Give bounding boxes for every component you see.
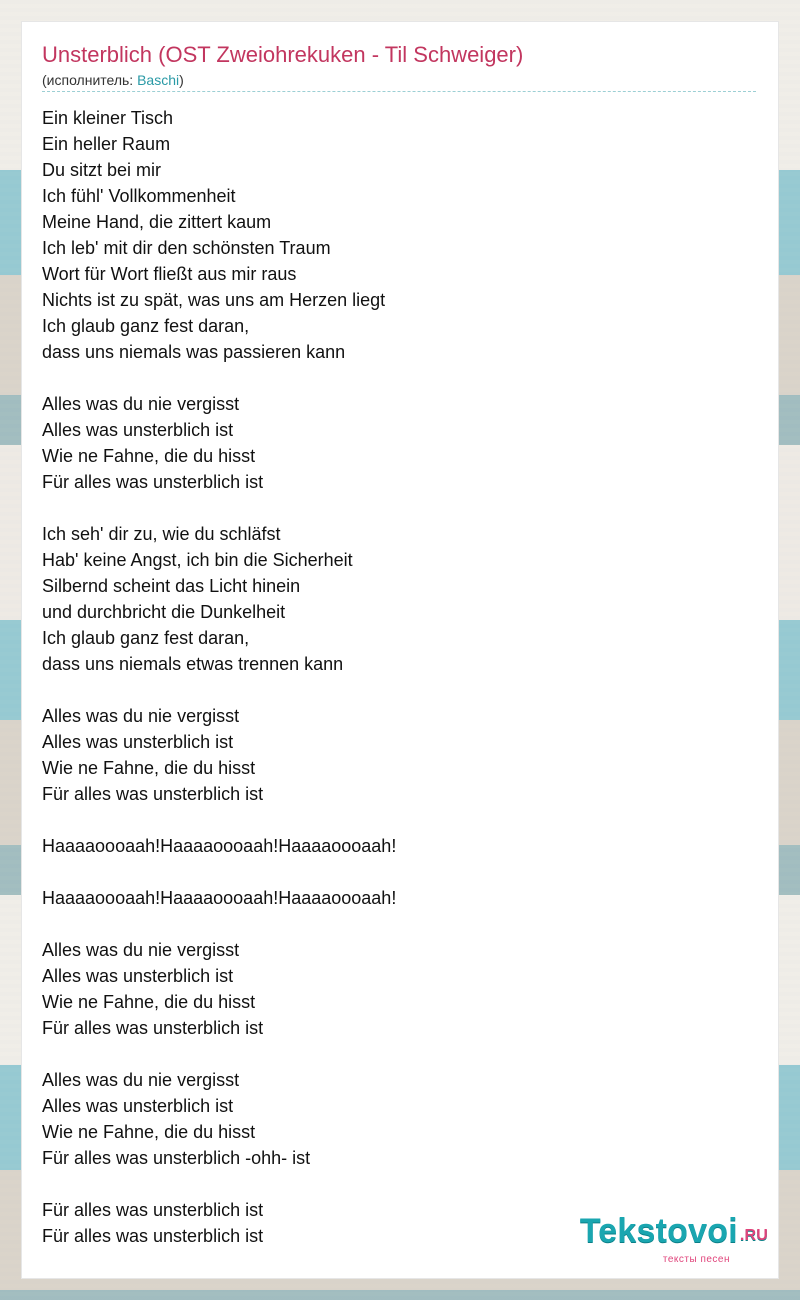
- stanza-break: [42, 365, 756, 391]
- lyric-line: Alles was du nie vergisst: [42, 940, 240, 960]
- logo-text: Tekstovoi: [579, 1212, 738, 1250]
- performer-line: [42, 71, 758, 89]
- lyric-line: Alles was du nie vergisst: [42, 1070, 240, 1090]
- lyric-line: Silbernd scheint das Licht hinein: [42, 576, 301, 596]
- lyric-line: Für alles was unsterblich ist: [42, 1226, 264, 1246]
- performer-link[interactable]: Baschi: [137, 72, 180, 88]
- lyric-line: Alles was unsterblich ist: [42, 420, 234, 440]
- logo-tagline: тексты песен: [662, 1254, 730, 1265]
- lyric-line: dass uns niemals was passieren kann: [42, 342, 346, 362]
- lyric-line: Ich fühl' Vollkommenheit: [42, 186, 236, 206]
- lyrics-card: [22, 22, 778, 1278]
- stanza-break: [42, 911, 756, 937]
- lyric-line: Alles was unsterblich ist: [42, 732, 234, 752]
- performer-suffix: ): [179, 72, 184, 88]
- stanza-break: [42, 677, 756, 703]
- performer-prefix: (исполнитель:: [42, 72, 138, 88]
- lyric-line: Ein heller Raum: [42, 134, 171, 154]
- lyric-line: Wie ne Fahne, die du hisst: [42, 446, 256, 466]
- stanza-break: [42, 1041, 756, 1067]
- header-divider: [42, 91, 756, 92]
- lyric-line: Ich leb' mit dir den schönsten Traum: [42, 238, 331, 258]
- lyrics-body: [42, 105, 756, 1249]
- lyric-line: Wort für Wort fließt aus mir raus: [42, 264, 297, 284]
- stanza-break: [42, 859, 756, 885]
- stanza-break: [42, 807, 756, 833]
- lyric-line: Meine Hand, die zittert kaum: [42, 212, 272, 232]
- lyric-line: Alles was unsterblich ist: [42, 1096, 234, 1116]
- lyric-line: Wie ne Fahne, die du hisst: [42, 1122, 256, 1142]
- lyric-line: Du sitzt bei mir: [42, 160, 162, 180]
- lyric-line: Ich glaub ganz fest daran,: [42, 316, 250, 336]
- lyric-line: dass uns niemals etwas trennen kann: [42, 654, 344, 674]
- lyric-line: Alles was unsterblich ist: [42, 966, 234, 986]
- lyric-line: Ein kleiner Tisch: [42, 108, 174, 128]
- lyric-line: Nichts ist zu spät, was uns am Herzen liegt: [42, 290, 386, 310]
- stanza-break: [42, 495, 756, 521]
- lyric-line: Wie ne Fahne, die du hisst: [42, 758, 256, 778]
- lyric-line: Ich glaub ganz fest daran,: [42, 628, 250, 648]
- lyric-line: Haaaaoooaah!Haaaaoooaah!Haaaaoooaah!: [42, 888, 397, 908]
- stanza-break: [42, 1171, 756, 1197]
- song-title: Unsterblich (OST Zweiohrekuken - Til Schweiger): [42, 42, 524, 67]
- lyric-line: Haaaaoooaah!Haaaaoooaah!Haaaaoooaah!: [42, 836, 397, 856]
- lyric-line: Wie ne Fahne, die du hisst: [42, 992, 256, 1012]
- lyric-line: Alles was du nie vergisst: [42, 394, 240, 414]
- lyric-line: Für alles was unsterblich ist: [42, 1018, 264, 1038]
- logo-tld: .RU: [739, 1227, 768, 1244]
- lyric-line: Für alles was unsterblich ist: [42, 472, 264, 492]
- lyric-line: und durchbricht die Dunkelheit: [42, 602, 286, 622]
- site-logo[interactable]: [580, 1214, 768, 1266]
- lyric-line: Ich seh' dir zu, wie du schläfst: [42, 524, 281, 544]
- lyric-line: Hab' keine Angst, ich bin die Sicherheit: [42, 550, 353, 570]
- header: [42, 40, 758, 92]
- lyric-line: Alles was du nie vergisst: [42, 706, 240, 726]
- lyric-line: Für alles was unsterblich ist: [42, 784, 264, 804]
- lyric-line: Für alles was unsterblich ist: [42, 1200, 264, 1220]
- lyric-line: Für alles was unsterblich -ohh- ist: [42, 1148, 311, 1168]
